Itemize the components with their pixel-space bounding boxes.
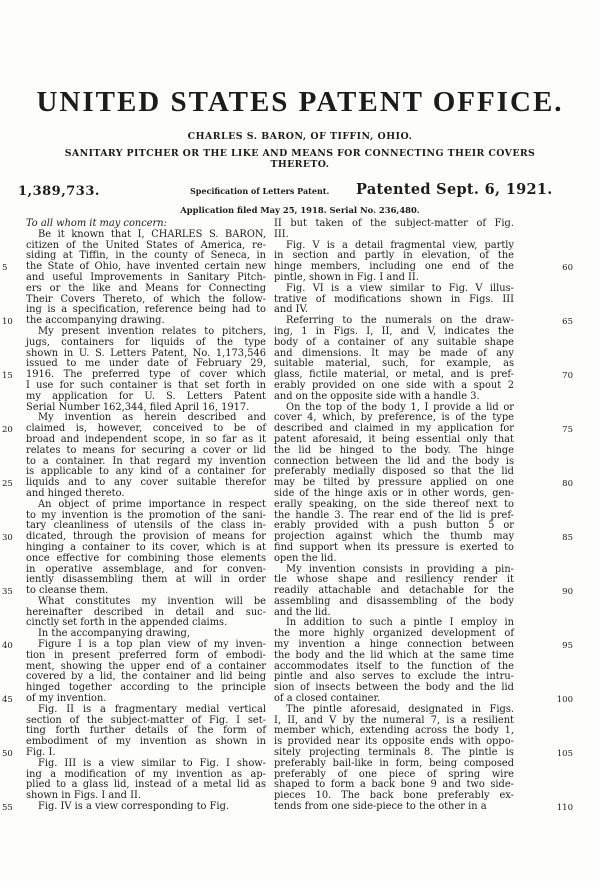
line-number: 70	[562, 371, 573, 382]
text-line: find support when its pressure is exerted to	[274, 541, 514, 553]
text-line: the more highly organized development of	[274, 628, 514, 640]
text-line: member which, extending across the body 1,	[274, 725, 514, 737]
text-line: dicated, through the provision of means for	[26, 531, 266, 543]
line-number: 15	[2, 371, 13, 382]
line-number: 100	[556, 695, 573, 706]
text-line: III.	[274, 228, 289, 240]
text-line: liquids and to any cover suitable therefor	[26, 477, 266, 489]
text-line: shaped to form a back bone 9 and two side-	[274, 779, 514, 791]
line-number: 45	[2, 695, 13, 706]
line-number: 55	[2, 803, 13, 814]
text-line: hinged together according to the principle	[26, 682, 266, 694]
line-number: 20	[2, 425, 13, 436]
left-text-column	[26, 219, 266, 813]
text-line: Fig. V is a detail fragmental view, partly	[286, 239, 514, 251]
line-number: 30	[2, 533, 13, 544]
text-line: pintle and also serves to exclude the intru-	[274, 671, 514, 683]
invention-title-line-2: THERETO.	[270, 159, 330, 170]
text-line: and IV.	[274, 304, 309, 316]
line-number: 50	[2, 749, 13, 760]
text-line: plied to a glass lid, instead of a metal lid as	[26, 779, 266, 791]
text-line: accommodates itself to the function of the	[274, 660, 514, 672]
text-line: glass, fictile material, or metal, and is pref-	[274, 369, 514, 381]
text-line: cinctly set forth in the appended claims.	[26, 617, 228, 629]
text-line: Fig. VI is a view similar to Fig. V illus-	[286, 282, 514, 294]
text-line: described and claimed in my application for	[274, 423, 514, 435]
line-number: 80	[562, 479, 573, 490]
text-line: iently disassembling them at will in order	[26, 574, 266, 586]
text-line: issued to me under date of February 29,	[26, 358, 266, 370]
text-line: On the top of the body 1, I provide a lid or	[286, 401, 514, 413]
text-line: assembling and disassembling of the body	[274, 595, 514, 607]
text-line: citizen of the United States of America, re-	[26, 239, 266, 251]
text-line: the lid be hinged to the body. The hinge	[274, 444, 514, 456]
text-line: jugs, containers for liquids of the type	[26, 336, 266, 348]
text-line: projection against which the thumb may	[274, 531, 514, 543]
text-line: Serial Number 162,344, filed April 16, 1917.	[26, 401, 250, 413]
patented-date: Patented Sept. 6, 1921.	[356, 181, 553, 198]
text-line: preferably medially disposed so that the lid	[274, 466, 514, 478]
text-line: readily attachable and detachable for the	[274, 585, 514, 597]
text-line: In addition to such a pintle I employ in	[286, 617, 514, 629]
text-line: My invention as herein described and	[38, 412, 266, 424]
text-line: relates to means for securing a cover or lid	[26, 444, 266, 456]
line-number: 25	[2, 479, 13, 490]
text-line: ment, showing the upper end of a container	[26, 660, 266, 672]
text-line: tends from one side-piece to the other in a	[274, 801, 487, 813]
text-line: my invention a hinge connection between	[274, 639, 514, 651]
text-line: II but taken of the subject-matter of Fig.	[274, 218, 514, 229]
text-line: side of the hinge axis or in other words, gen-	[274, 487, 514, 499]
text-line: the handle 3. The rear end of the lid is pref-	[274, 509, 514, 521]
text-line: of a closed container.	[274, 693, 381, 705]
text-line: the State of Ohio, have invented certain new	[26, 261, 266, 273]
text-line: Figure I is a top plan view of my inven-	[38, 639, 266, 651]
patent-number: 1,389,733.	[18, 184, 100, 199]
line-number: 65	[562, 317, 573, 328]
text-line: pieces 10. The back bone preferably ex-	[274, 790, 514, 802]
text-line: and on the opposite side with a handle 3.	[274, 390, 480, 402]
text-line: claimed is, however, conceived to be of	[26, 423, 266, 435]
line-number: 5	[2, 263, 8, 274]
text-line: ing, 1 in Figs. I, II, and V, indicates the	[274, 325, 514, 337]
text-line: the accompanying drawing.	[26, 315, 165, 327]
text-line: is provided near its opposite ends with oppo-	[274, 736, 514, 748]
text-line: Fig. I.	[26, 747, 56, 759]
text-line: to a container. In that regard my invention	[26, 455, 266, 467]
text-line: Their Covers Thereto, of which the follow-	[26, 293, 266, 305]
text-line: and useful Improvements in Sanitary Pitch-	[26, 271, 266, 283]
text-line: erally speaking, on the side thereof next to	[274, 498, 514, 510]
line-number: 90	[562, 587, 573, 598]
office-title: UNITED STATES PATENT OFFICE.	[36, 86, 564, 118]
text-line: ting forth further details of the form of	[26, 725, 266, 737]
line-number: 10	[2, 317, 13, 328]
text-line: hinge members, including one end of the	[274, 261, 514, 273]
text-line: broad and independent scope, in so far as it	[26, 433, 266, 445]
text-line: body of a container of any suitable shape	[274, 336, 514, 348]
text-line: is applicable to any kind of a container for	[26, 466, 266, 478]
text-line: and hinged thereto.	[26, 487, 125, 499]
text-line: An object of prime importance in respect	[38, 498, 266, 510]
text-line: and the lid.	[274, 606, 331, 618]
text-line: shown in Figs. I and II.	[26, 790, 141, 802]
text-line: to cleanse them.	[26, 585, 109, 597]
text-line: ing a modification of my invention as ap-	[26, 768, 266, 780]
line-number: 60	[562, 263, 573, 274]
text-line: preferably bail-like in form, being composed	[274, 757, 514, 769]
text-line: in section and partly in elevation, of the	[274, 250, 514, 262]
text-line: tle whose shape and resiliency render it	[274, 574, 514, 586]
text-line: the body and the lid which at the same time	[274, 649, 514, 661]
text-line: to my invention is the promotion of the sani-	[26, 509, 266, 521]
text-line: shown in U. S. Letters Patent, No. 1,173,546	[26, 347, 266, 359]
text-line: erably provided with a push button 5 or	[274, 520, 514, 532]
text-line: sion of insects between the body and the lid	[274, 682, 514, 694]
line-number: 75	[562, 425, 573, 436]
text-line: The pintle aforesaid, designated in Figs.	[286, 703, 514, 715]
text-line: my application for U. S. Letters Patent	[26, 390, 266, 402]
text-line: embodiment of my invention as shown in	[26, 736, 266, 748]
text-line: of my invention.	[26, 693, 107, 705]
right-text-column	[274, 219, 514, 813]
line-number: 40	[2, 641, 13, 652]
text-line: pintle, shown in Fig. I and II.	[274, 271, 419, 283]
text-line: hereinafter described in detail and suc-	[26, 606, 266, 618]
text-line: may be tilted by pressure applied on one	[274, 477, 514, 489]
text-line: in operative assemblage, and for conven-	[26, 563, 266, 575]
text-line: open the lid.	[274, 552, 337, 564]
text-line: and dimensions. It may be made of any	[274, 347, 514, 359]
text-line: tion in present preferred form of embodi-	[26, 649, 266, 661]
text-line: erably provided on one side with a spout 2	[274, 379, 514, 391]
line-number: 105	[556, 749, 573, 760]
text-line: trative of modifications shown in Figs. III	[274, 293, 514, 305]
text-line: cover 4, which, by preference, is of the type	[274, 412, 514, 424]
text-line: tary cleanliness of utensils of the class in-	[26, 520, 266, 532]
text-line: Be it known that I, CHARLES S. BARON,	[38, 228, 266, 240]
text-line: I use for such container is that set forth in	[26, 379, 266, 391]
text-line: sitely projecting terminals 8. The pintle is	[274, 747, 514, 759]
text-line: siding at Tiffin, in the county of Seneca, in	[26, 250, 266, 262]
line-number: 35	[2, 587, 13, 598]
specification-label: Specification of Letters Patent.	[190, 186, 330, 196]
text-line: ing is a specification, reference being had to	[26, 304, 266, 316]
text-line: patent aforesaid, it being essential only that	[274, 433, 514, 445]
invention-title-line-1: SANITARY PITCHER OR THE LIKE AND MEANS FOR CONNECTING THEIR COVERS	[64, 148, 536, 159]
text-line: suitable material, such, for example, as	[274, 358, 514, 370]
text-line: covered by a lid, the container and lid being	[26, 671, 266, 683]
text-line: hinging a container to its cover, which is at	[26, 541, 266, 553]
text-line: Referring to the numerals on the draw-	[286, 315, 514, 327]
text-line: preferably of one piece of spring wire	[274, 768, 514, 780]
text-line: Fig. II is a fragmentary medial vertical	[38, 703, 266, 715]
text-line: section of the subject-matter of Fig. I set-	[26, 714, 266, 726]
line-number: 110	[556, 803, 573, 814]
text-line: 1916. The preferred type of cover which	[26, 369, 266, 381]
line-number: 95	[562, 641, 573, 652]
text-line: ers or the like and Means for Connecting	[26, 282, 266, 294]
text-line: My invention consists in providing a pin-	[286, 563, 514, 575]
text-line: once effective for combining those elements	[26, 552, 266, 564]
inventor-line: CHARLES S. BARON, OF TIFFIN, OHIO.	[187, 131, 413, 142]
text-line: Fig. III is a view similar to Fig. I show-	[38, 757, 266, 769]
line-number: 85	[562, 533, 573, 544]
text-line: In the accompanying drawing,	[38, 628, 190, 640]
text-line: Fig. IV is a view corresponding to Fig.	[38, 801, 230, 813]
text-line: My present invention relates to pitchers,	[38, 325, 266, 337]
text-line: To all whom it may concern:	[26, 218, 167, 229]
text-line: What constitutes my invention will be	[38, 595, 266, 607]
application-filed-line: Application filed May 25, 1918. Serial No. 236,480.	[180, 205, 420, 215]
text-line: connection between the lid and the body is	[274, 455, 514, 467]
text-line: I, II, and V by the numeral 7, is a resilient	[274, 714, 514, 726]
